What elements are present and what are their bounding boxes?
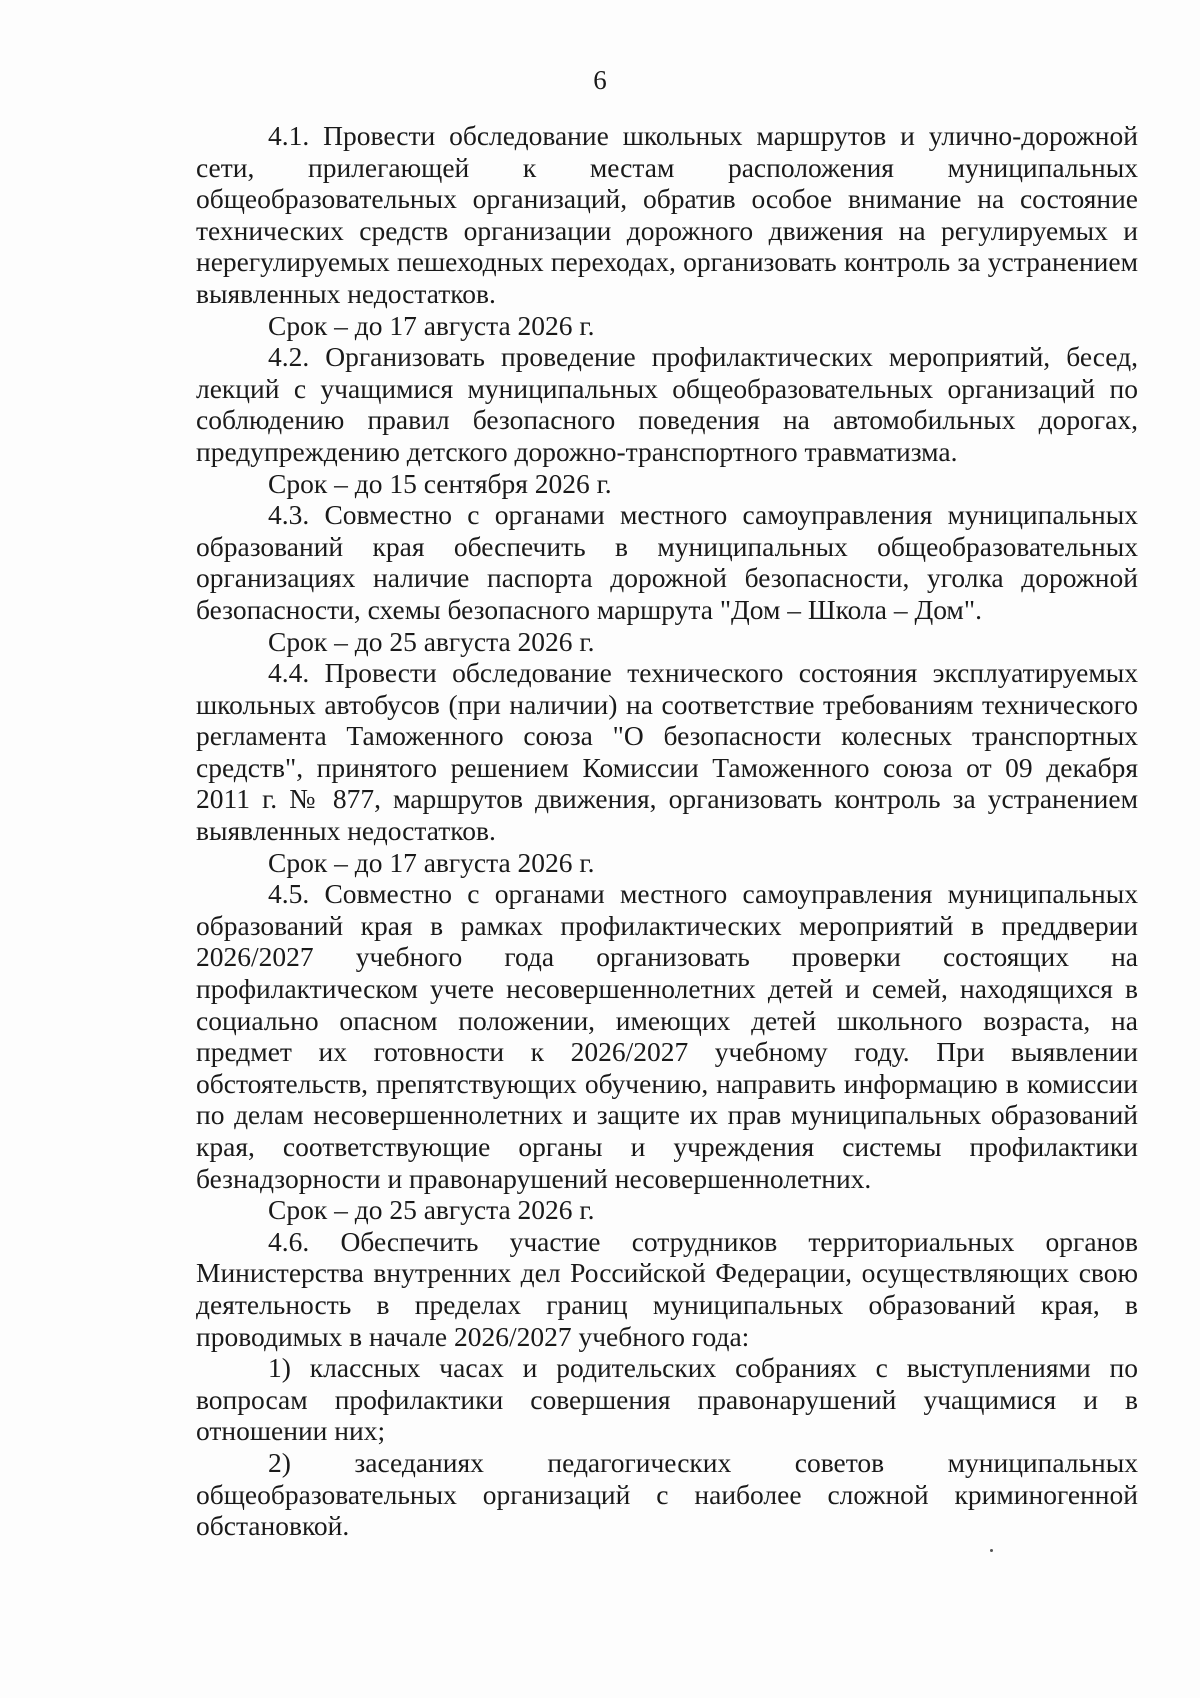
deadline-4-3: Срок – до 25 августа 2026 г.	[268, 625, 595, 657]
page-number: 6	[593, 65, 607, 95]
scan-artifact-dot	[990, 1549, 993, 1552]
list-item-2: 2) заседаниях педагогических советов муниципальных общеобразовательных организаций с наиболее сложной криминогенной обстановкой.	[196, 1446, 1138, 1542]
paragraph-4-4: 4.4. Провести обследование технического состояния эксплуатируемых школьных автобусов (при наличии) на соответствие требованиям технического регламента Таможенного союза "О безопасности колесных транспортных средств", принятого решением Комиссии Таможенного союза от 09 декабря 2011 г. № 877, маршрутов движения, организовать контроль за устранением выявленных недостатков.	[196, 657, 1138, 847]
deadline-4-5: Срок – до 25 августа 2026 г.	[268, 1194, 595, 1226]
document-body	[196, 120, 1138, 1542]
paragraph-4-2: 4.2. Организовать проведение профилактических мероприятий, бесед, лекций с учащимися муниципальных общеобразовательных организаций по соблюдению правил безопасного поведения на автомобильных дорогах, предупреждению детского дорожно-транспортного травматизма.	[196, 341, 1138, 467]
paragraph-4-1: 4.1. Провести обследование школьных маршрутов и улично-дорожной сети, прилегающей к местам расположения муниципальных общеобразовательных организаций, обратив особое внимание на состояние технических средств организации дорожного движения на регулируемых и нерегулируемых пешеходных переходах, организовать контроль за устранением выявленных недостатков.	[196, 120, 1138, 309]
paragraph-4-3: 4.3. Совместно с органами местного самоуправления муниципальных образований края обеспечить в муниципальных общеобразовательных организациях наличие паспорта дорожной безопасности, уголка дорожной безопасности, схемы безопасного маршрута "Дом – Школа – Дом".	[196, 499, 1138, 625]
list-item-1: 1) классных часах и родительских собраниях с выступлениями по вопросам профилактики совершения правонарушений учащимися и в отношении них;	[196, 1352, 1138, 1447]
paragraph-4-5: 4.5. Совместно с органами местного самоуправления муниципальных образований края в рамках профилактических мероприятий в преддверии 2026/2027 учебного года организовать проверки состоящих на профилактическом учете несовершеннолетних детей и семей, находящихся в социально опасном положении, имеющих детей школьного возраста, на предмет их готовности к 2026/2027 учебному году. При выявлении обстоятельств, препятствующих обучению, направить информацию в комиссии по делам несовершеннолетних и защите их прав муниципальных образований края, соответствующие органы и учреждения системы профилактики безнадзорности и правонарушений несовершеннолетних.	[196, 878, 1138, 1194]
deadline-4-4: Срок – до 17 августа 2026 г.	[268, 846, 595, 878]
deadline-4-2: Срок – до 15 сентября 2026 г.	[268, 467, 612, 499]
paragraph-4-6: 4.6. Обеспечить участие сотрудников территориальных органов Министерства внутренних дел Российской Федерации, осуществляющих свою деятельность в пределах границ муниципальных образований края, в проводимых в начале 2026/2027 учебного года:	[196, 1225, 1138, 1352]
deadline-4-1: Срок – до 17 августа 2026 г.	[268, 309, 595, 341]
